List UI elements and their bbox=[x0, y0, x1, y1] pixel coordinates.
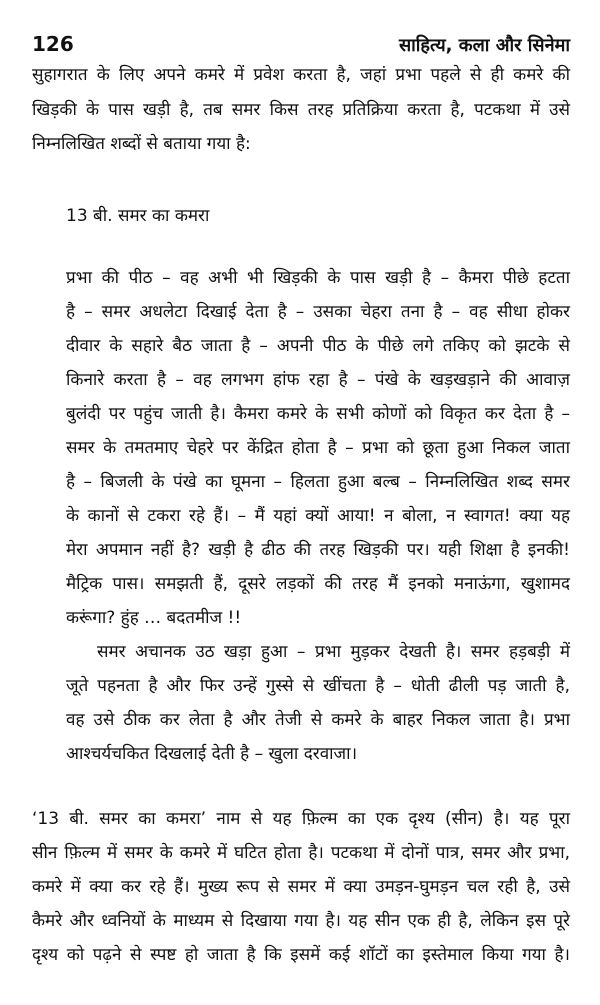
screenplay-line: जूते पहनता है और फिर उन्हें गुस्से से खींचता है – धोती ढीली पड़ जाती है, bbox=[66, 676, 570, 696]
paragraph-line: सीन फ़िल्म में समर के कमरे में घटित होता है। पटकथा में दोनों पात्र, समर और प्रभा, bbox=[32, 843, 570, 863]
screenplay-line: के कानों से टकरा रहे हैं। – मैं यहां क्यों आया! न बोला, न स्वागत! क्या यह bbox=[66, 506, 570, 526]
screenplay-line: बुलंदी पर पहुंच जाती है। कैमरा कमरे के सभी कोणों को विकृत कर देता है – bbox=[66, 404, 570, 424]
screenplay-line: आश्चर्यचकित दिखलाई देती है – खुला दरवाजा। bbox=[66, 744, 358, 764]
paragraph-line: कमरे में क्या कर रहे हैं। मुख्य रूप से समर में क्या उमड़न-घुमड़न चल रही है, उसे bbox=[32, 877, 570, 897]
paragraph-line: कैमरे और ध्वनियों के माध्यम से दिखाया गया है। यह सीन एक ही है, लेकिन इस पूरे bbox=[32, 911, 570, 931]
paragraph-line: सुहागरात के लिए अपने कमरे में प्रवेश करता है, जहां प्रभा पहले से ही कमरे की bbox=[32, 65, 570, 85]
screenplay-line: समर के तमतमाए चेहरे पर केंद्रित होता है – प्रभा को छूता हुआ निकल जाता bbox=[66, 438, 570, 458]
screenplay-line: है – बिजली के पंखे का घूमना – हिलता हुआ बल्ब – निम्नलिखित शब्द समर bbox=[66, 472, 570, 492]
scene-heading: 13 बी. समर का कमरा bbox=[66, 206, 210, 226]
screenplay-line: किनारे करता है – वह लगभग हांफ रहा है – पंखे के खड़खड़ाने की आवाज़ bbox=[66, 370, 570, 390]
screenplay-line: है – समर अधलेटा दिखाई देता है – उसका चेहरा तना है – वह सीधा होकर bbox=[66, 302, 570, 322]
screenplay-line: मैट्रिक पास। समझती हैं, दूसरे लड़कों की तरह मैं इनको मनाऊंगा, खुशामद bbox=[66, 574, 570, 594]
paragraph-line: दृश्य को पढ़ने से स्पष्ट हो जाता है कि इसमें कई शॉटों का इस्तेमाल किया गया है। bbox=[32, 945, 570, 965]
screenplay-line: समर अचानक उठ खड़ा हुआ – प्रभा मुड़कर देखती है। समर हड़बड़ी में bbox=[97, 642, 570, 662]
page-header bbox=[32, 32, 570, 57]
page-number: 126 bbox=[32, 32, 74, 56]
paragraph-line: निम्नलिखित शब्दों से बताया गया है: bbox=[32, 134, 251, 154]
screenplay-line: मेरा अपमान नहीं है? खड़ी है ढीठ की तरह खिड़की पर। यही शिक्षा है इनकी! bbox=[66, 540, 570, 560]
screenplay-line: प्रभा की पीठ – वह अभी भी खिड़की के पास खड़ी है – कैमरा पीछे हटता bbox=[66, 268, 570, 288]
paragraph-line: खिड़की के पास खड़ी है, तब समर किस तरह प्रतिक्रिया करता है, पटकथा में उसे bbox=[32, 100, 570, 120]
screenplay-line: दीवार के सहारे बैठ जाता है – अपनी पीठ के पीछे लगे तकिए को झटके से bbox=[66, 336, 570, 356]
running-title: साहित्य, कला और सिनेमा bbox=[398, 35, 570, 56]
paragraph-line: ‘13 बी. समर का कमरा’ नाम से यह फ़िल्म का एक दृश्य (सीन) है। यह पूरा bbox=[32, 809, 570, 829]
screenplay-line: वह उसे ठीक कर लेता है और तेजी से कमरे के बाहर निकल जाता है। प्रभा bbox=[66, 710, 570, 730]
screenplay-line: करूंगा? हुंह … बदतमीज !! bbox=[66, 608, 242, 628]
